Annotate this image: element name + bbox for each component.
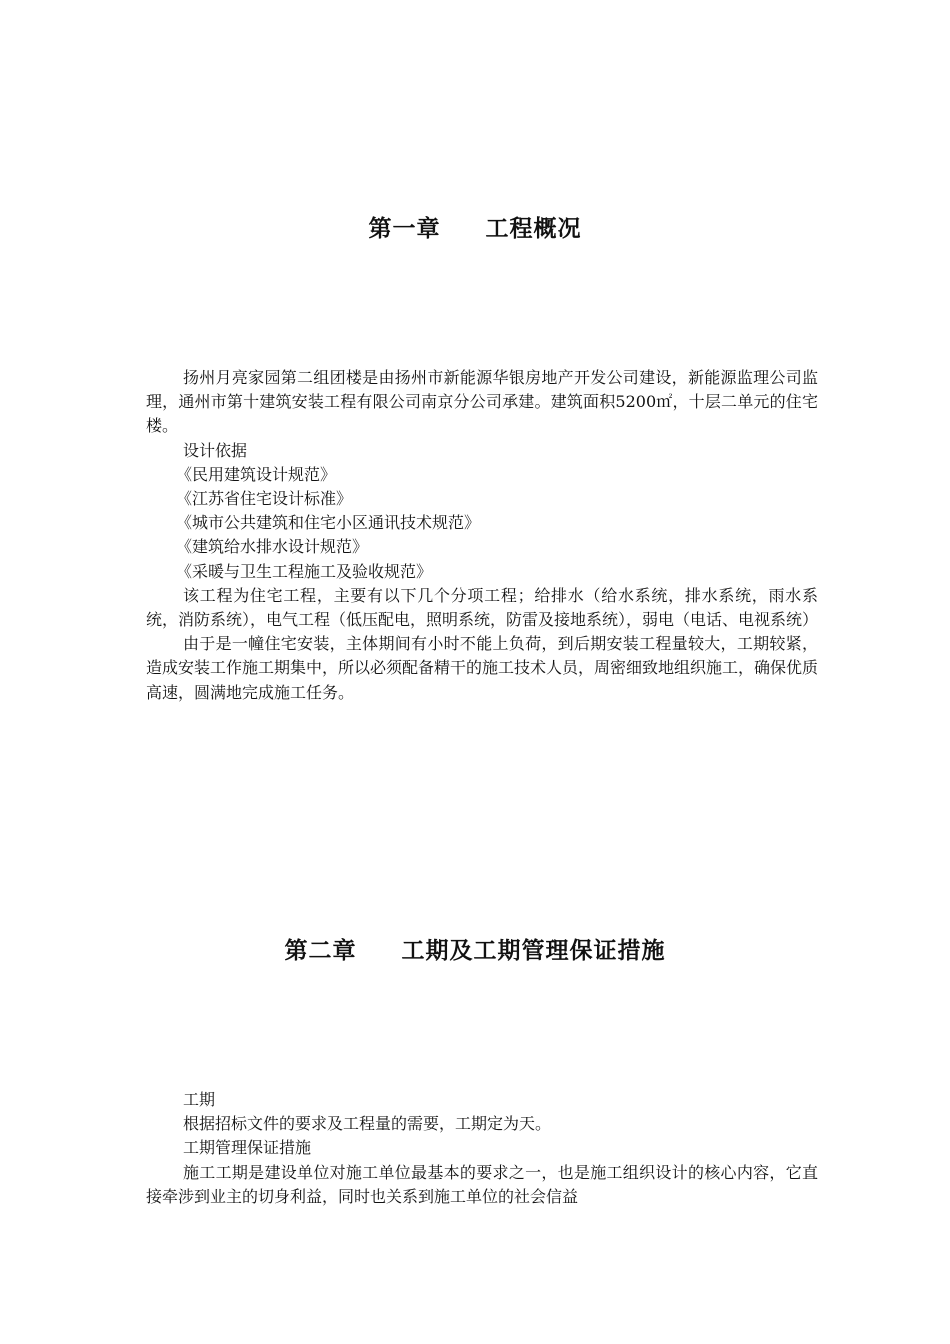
- measures-paragraph: 施工工期是建设单位对施工单位最基本的要求之一，也是施工组织设计的核心内容，它直接牵涉到业主的切身利益，同时也关系到施工单位的社会信益: [146, 1162, 818, 1206]
- code-item: 《采暖与卫生工程施工及验收规范》: [176, 561, 433, 581]
- reason-paragraph: 由于是一幢住宅安装，主体期间有小时不能上负荷，到后期安装工程量较大，工期较紧，造成安装工作施工期集中，所以必须配备精干的施工技术人员，周密细致地组织施工，确保优质高速，圆满地完成施工任务。: [146, 634, 819, 702]
- duration-paragraph: 根据招标文件的要求及工程量的需要，工期定为天。: [183, 1114, 552, 1134]
- measures-heading: 工期管理保证措施: [183, 1138, 312, 1158]
- code-item: 《民用建筑设计规范》: [176, 464, 337, 484]
- chapter-1-title: 第一章 工程概况: [368, 216, 582, 242]
- chapter-2-title: 第二章 工期及工期管理保证措施: [284, 938, 666, 964]
- chapter-2-body: [146, 1088, 818, 1209]
- overview-paragraph: 扬州月亮家园第二组团楼是由扬州市新能源华银房地产开发公司建设，新能源监理公司监理，通州市第十建筑安装工程有限公司南京分公司承建。建筑面积5200㎡，十层二单元的住宅楼。: [146, 368, 818, 436]
- duration-heading: 工期: [183, 1090, 216, 1109]
- code-item: 《江苏省住宅设计标准》: [176, 489, 353, 509]
- code-item: 《城市公共建筑和住宅小区通讯技术规范》: [176, 513, 481, 533]
- design-basis-heading: 设计依据: [183, 440, 248, 460]
- code-item: 《建筑给水排水设计规范》: [176, 537, 369, 557]
- scope-paragraph: 该工程为住宅工程，主要有以下几个分项工程；给排水（给水系统，排水系统，雨水系统，消防系统），电气工程（低压配电，照明系统，防雷及接地系统），弱电（电话、电视系统）: [146, 585, 819, 630]
- chapter-1-body: [146, 366, 818, 705]
